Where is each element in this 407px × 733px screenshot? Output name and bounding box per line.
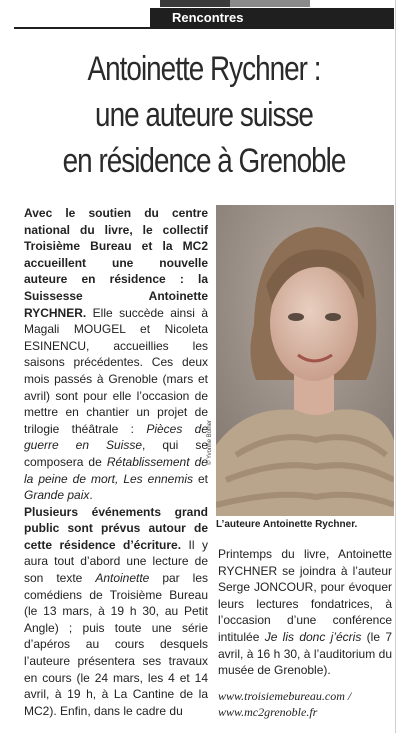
photo-caption: L’auteure Antoinette Rychner.	[216, 519, 358, 530]
portrait-illustration	[216, 205, 394, 516]
headline-line-3: en résidence à Grenoble	[62, 142, 346, 180]
paragraph-conference	[218, 546, 392, 679]
rubric-rule	[14, 27, 394, 29]
play-title: Pièces de guerre en Suisse	[24, 421, 209, 453]
article-right-column	[218, 546, 392, 679]
events-body-2: par les comédiens de Troisième Bureau (le 13 mars, à 19 h 30, au Petit Angle) ; puis toute une série d’apéros au cours desquels l’auteure présentera ses travaux en cours (le 24 mars, les 4 et 14 avril, à 19 h, à La Cantine de la MC2). Enfin, dans le cadre du	[24, 571, 208, 718]
link-troisieme-bureau[interactable]: www.troisiemebureau.com /	[218, 689, 352, 703]
play-title: Antoinette	[95, 571, 150, 586]
conference-body-2: (le 7 avril, à 16 h 30, à l’auditorium du musée de Grenoble).	[218, 629, 392, 678]
headline-line-1: Antoinette Rychner :	[87, 50, 321, 88]
play-title: Rétablissement de la peine de mort, Les ennemis	[24, 454, 208, 486]
headline-line-2: une auteure suisse	[95, 96, 313, 134]
intro-body: Elle succède ainsi à Magali MOUGEL et Nicoleta ESINENCU, accueillies les saisons précédentes. Ces deux mois passés à Grenoble (mars et avril) sont pour elle l’occasion de mettre en chantier un projet de trilogie théâtrale :	[24, 305, 208, 436]
intro-body-2: , qui se composera de	[24, 438, 208, 469]
conference-body: Printemps du livre, Antoinette RYCHNER se joindra à l’auteur Serge JONCOUR, pour évoquer leurs lectures fondatrices, à l’occasion d’une conférence intitulée	[218, 547, 392, 644]
intro-body-4: .	[89, 488, 93, 503]
photo-credit: © Yvonne Bolher	[207, 419, 213, 465]
play-title: Grande paix	[24, 488, 90, 503]
intro-body-3: et	[193, 471, 208, 486]
section-rubric: Rencontres	[150, 8, 394, 28]
article-left-column	[24, 205, 208, 719]
web-links	[218, 688, 394, 720]
events-body: Il y aura tout d’abord une lecture de son texte	[24, 537, 208, 586]
conference-title: Je lis donc j’écris	[264, 629, 362, 644]
link-mc2[interactable]: www.mc2grenoble.fr	[218, 705, 318, 719]
intro-lead: Avec le soutien du centre national du livre, le collectif Troisième Bureau et la MC2 accueillent une nouvelle auteure en résidence : la Suissesse Antoinette RYCHNER.	[24, 206, 208, 320]
paragraph-intro	[24, 205, 208, 504]
author-photo	[216, 205, 394, 516]
page-edge	[395, 0, 396, 733]
top-strip	[0, 0, 407, 8]
headline	[48, 46, 360, 184]
events-lead: Plusieurs événements grand public sont prévus autour de cette résidence d’écriture.	[24, 504, 208, 552]
top-tab-shade	[230, 0, 310, 7]
paragraph-events	[24, 504, 208, 720]
